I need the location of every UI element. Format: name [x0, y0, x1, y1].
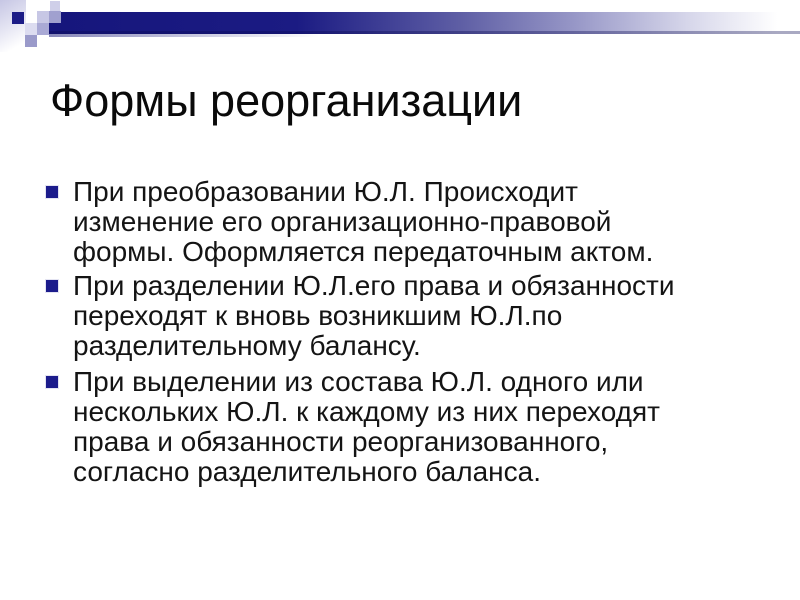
bar-underline: [49, 34, 319, 37]
bullet-text: [73, 177, 766, 267]
bullet-square-icon: [46, 186, 58, 198]
bullet-item: [46, 367, 766, 487]
text-line: При разделении Ю.Л.его права и обязанности: [73, 270, 675, 301]
bullet-item: [46, 177, 766, 267]
pixel-square-icon: [25, 23, 37, 35]
text-line: согласно разделительного баланса.: [73, 456, 541, 487]
text-line: При выделении из состава Ю.Л. одного или: [73, 366, 644, 397]
bullet-item: [46, 271, 766, 361]
bullet-text: [73, 271, 766, 361]
pixel-square-icon: [50, 1, 60, 11]
text-line: права и обязанности реорганизованного,: [73, 426, 609, 457]
pixel-square-icon: [37, 11, 49, 23]
bullet-text: [73, 367, 766, 487]
pixel-square-icon: [25, 35, 37, 47]
bullet-square-icon: [46, 280, 58, 292]
pixel-square-icon: [37, 23, 49, 35]
text-line: разделительному балансу.: [73, 330, 421, 361]
text-line: формы. Оформляется передаточным актом.: [73, 236, 654, 267]
slide-title: Формы реорганизации: [50, 75, 523, 126]
text-line: изменение его организационно-правовой: [73, 206, 612, 237]
text-line: При преобразовании Ю.Л. Происходит: [73, 176, 578, 207]
text-line: переходят к вновь возникшим Ю.Л.по: [73, 300, 563, 331]
text-line: нескольких Ю.Л. к каждому из них переходят: [73, 396, 660, 427]
title-bar-gradient: [49, 12, 800, 34]
pixel-square-navy-icon: [12, 12, 24, 24]
pixel-square-icon: [49, 11, 61, 23]
bullet-square-icon: [46, 376, 58, 388]
bullet-list: [46, 177, 766, 487]
gradient-strip: [0, 0, 26, 52]
